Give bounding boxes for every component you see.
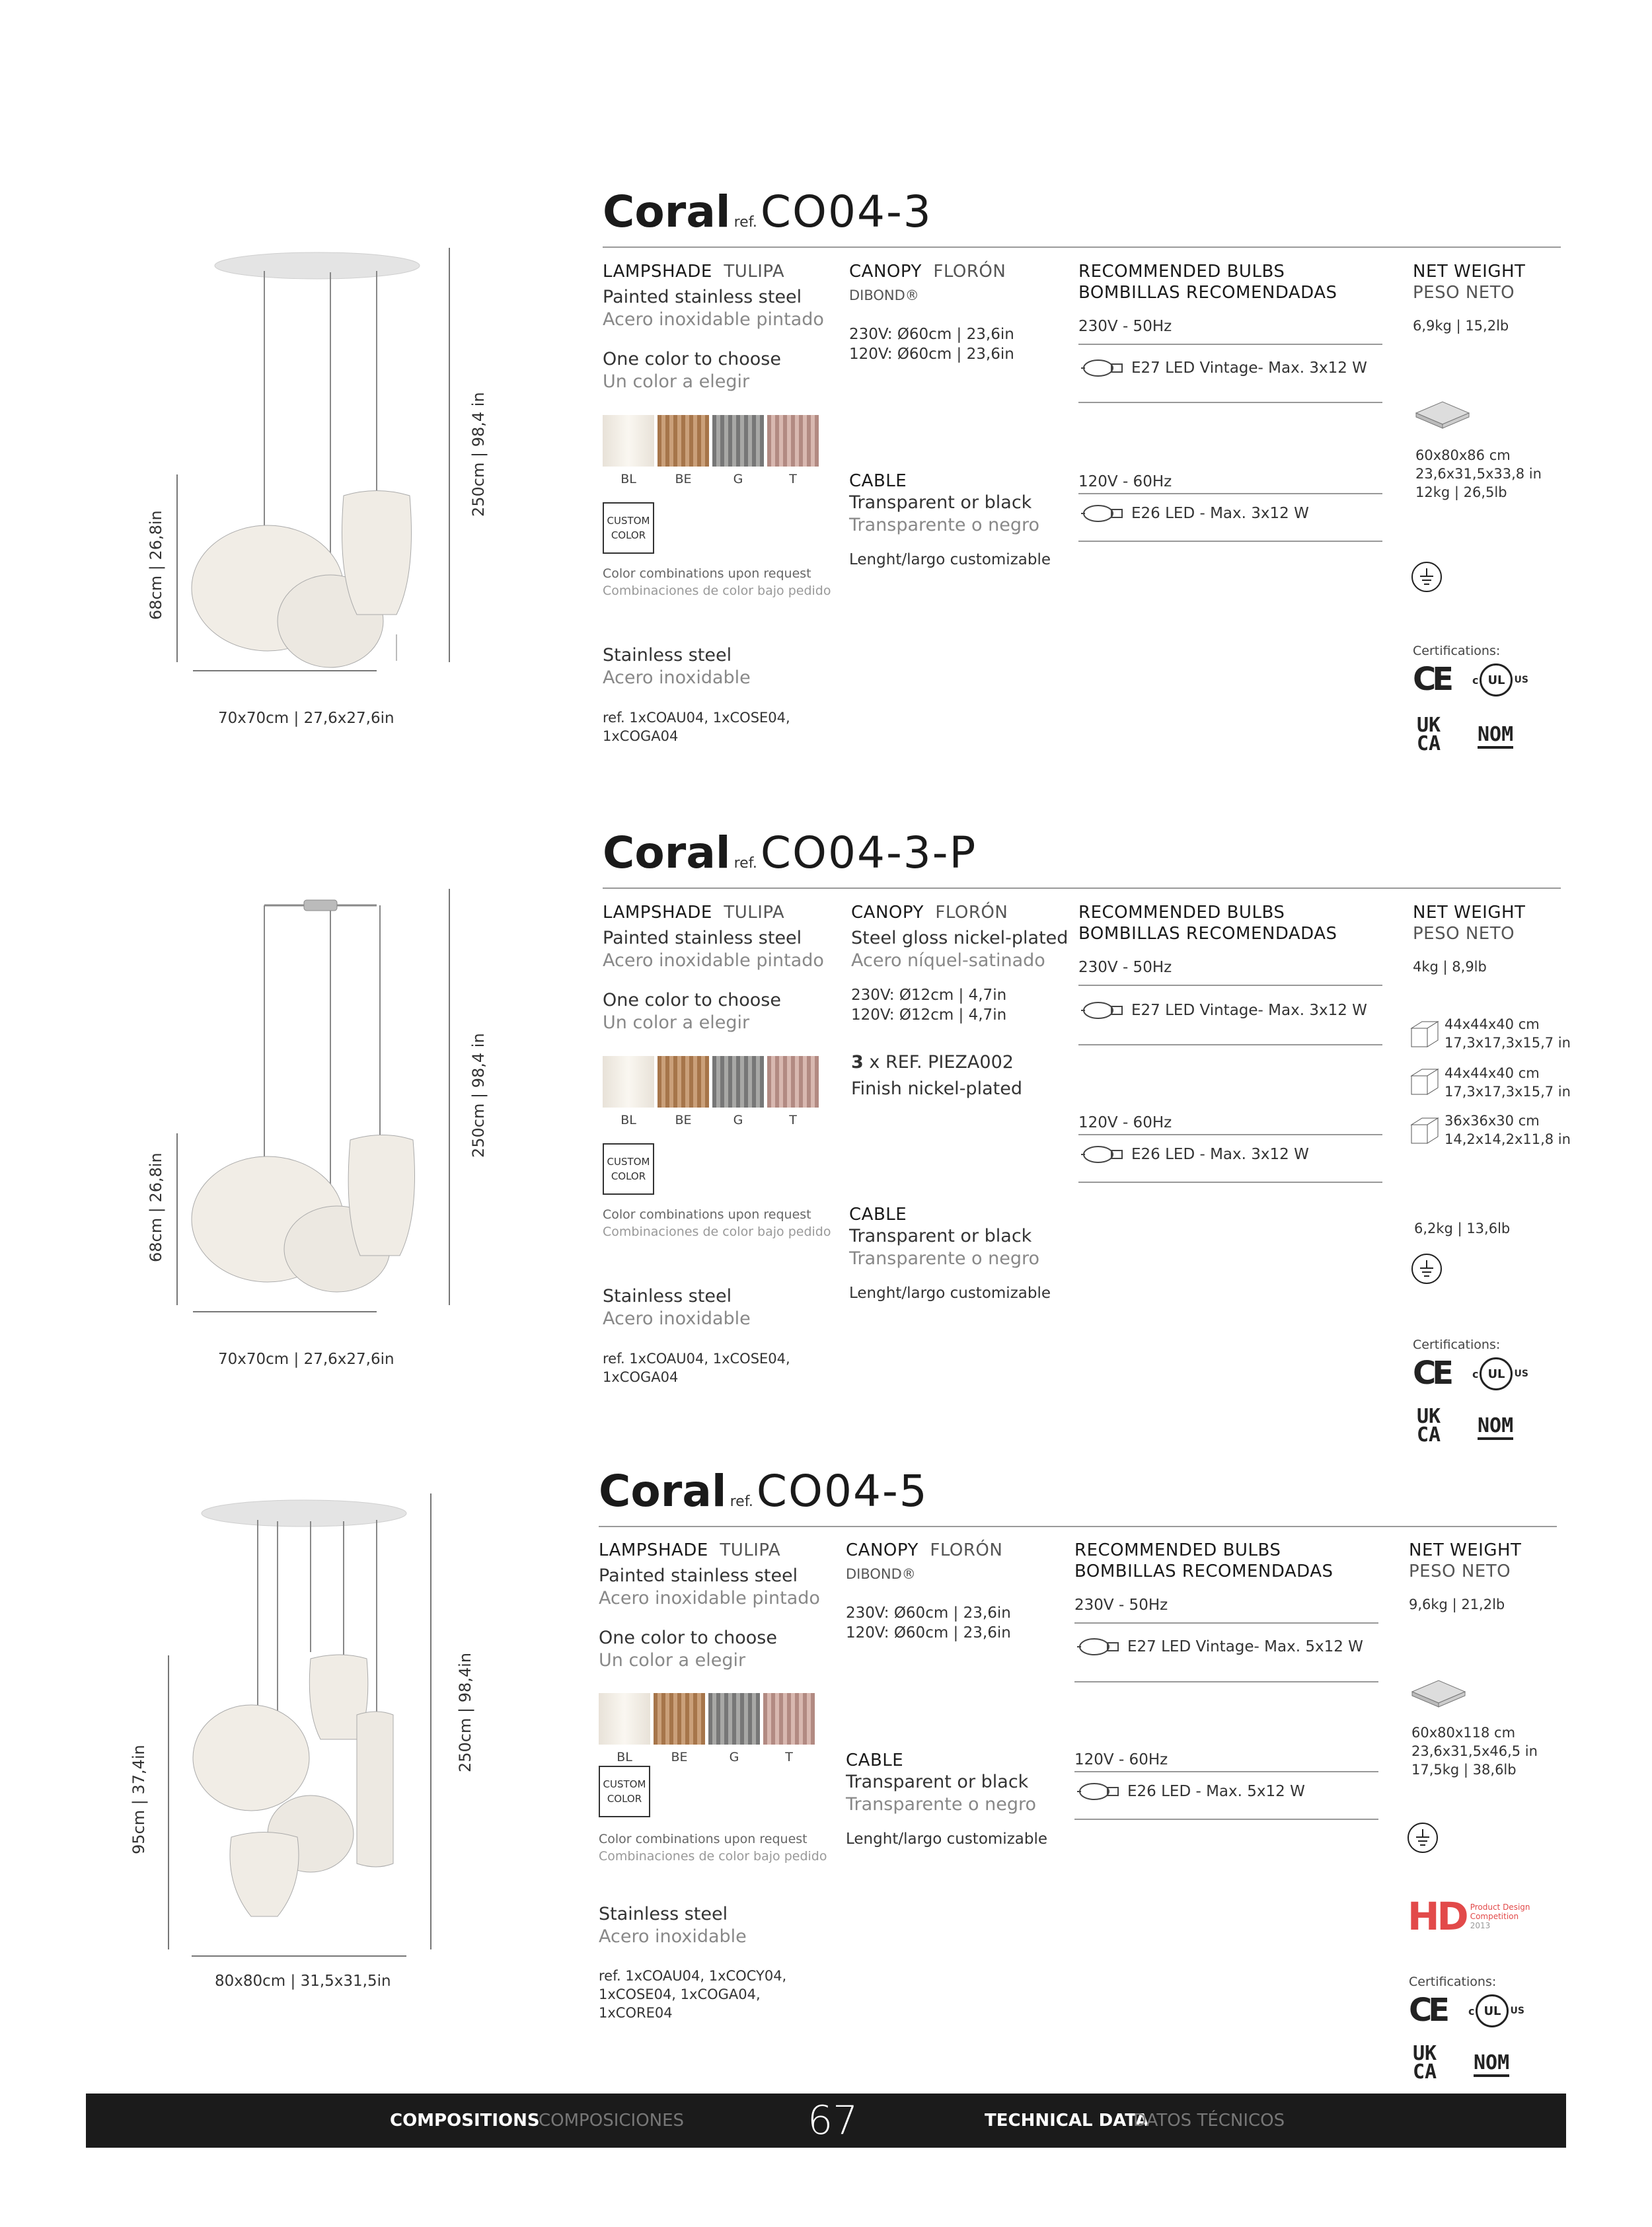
dim-width: 70x70cm | 27,6x27,6in xyxy=(218,1351,394,1368)
box-dims-1: 44x44x40 cm 17,3x17,3x15,7 in xyxy=(1445,1016,1571,1051)
swatch-label: BL xyxy=(617,1750,632,1764)
divider xyxy=(1074,1819,1378,1820)
lampshade-column: LAMPSHADE TULIPA Painted stainless steel Acero inoxidable pintado One color to choose Un color a elegir xyxy=(603,262,824,392)
footer-bar xyxy=(86,2094,1566,2148)
lamp-illustration xyxy=(112,1493,562,2009)
dim-width: 80x80cm | 31,5x31,5in xyxy=(215,1973,391,1990)
voltage-120: 120V - 60Hz xyxy=(1074,1751,1168,1768)
product-title: Coral ref. CO04-3-P xyxy=(603,827,977,878)
box-dims-3: 36x36x30 cm 14,2x14,2x11,8 in xyxy=(1445,1113,1571,1147)
canopy-column: CANOPY FLORÓN DIBOND® 230V: Ø60cm | 23,6in 120V: Ø60cm | 23,6in xyxy=(846,1540,1011,1642)
divider xyxy=(1078,1044,1382,1045)
voltage-120: 120V - 60Hz xyxy=(1078,1114,1172,1131)
ce-mark-icon: CE xyxy=(1413,661,1450,698)
swatch-label: T xyxy=(789,1113,797,1127)
swatch-be[interactable] xyxy=(657,415,709,467)
bulb-row-230: E27 LED Vintage- Max. 3x12 W xyxy=(1078,999,1367,1022)
swatch-g[interactable] xyxy=(712,415,764,467)
dim-total-height: 250cm | 98,4 in xyxy=(469,1033,488,1158)
divider xyxy=(1078,402,1382,403)
dim-total-height: 250cm | 98,4 in xyxy=(469,392,488,517)
swatch-g[interactable] xyxy=(708,1693,760,1745)
pallet-icon xyxy=(1409,1675,1468,1708)
swatch-label: BE xyxy=(671,1750,688,1764)
certifications-label: Certifications: xyxy=(1409,1975,1497,1989)
box-dims-2: 44x44x40 cm 17,3x17,3x15,7 in xyxy=(1445,1065,1571,1100)
bulb-row-120: E26 LED - Max. 3x12 W xyxy=(1078,1143,1309,1166)
ground-icon xyxy=(1411,1254,1442,1284)
ukca-mark-icon: UK CA xyxy=(1417,1405,1441,1447)
bulb-icon xyxy=(1074,1636,1121,1658)
footer-chapter-es: DATOS TÉCNICOS xyxy=(1133,2111,1285,2131)
box-icon xyxy=(1409,1018,1442,1051)
color-combinations-note: Color combinations upon request Combinaciones de color bajo pedido xyxy=(603,1207,831,1239)
dim-height: 68cm | 26,8in xyxy=(147,1152,165,1262)
weight-column: NET WEIGHT PESO NETO 6,9kg | 15,2lb xyxy=(1413,262,1526,334)
bulb-icon xyxy=(1078,357,1125,379)
cable-column: CABLE Transparent or black Transparente o negro Lenght/largo customizable xyxy=(846,1751,1047,1848)
component-refs: ref. 1xCOAU04, 1xCOSE04, 1xCOGA04 xyxy=(603,710,790,744)
swatch-g[interactable] xyxy=(712,1056,764,1108)
weight-column: NET WEIGHT PESO NETO 4kg | 8,9lb xyxy=(1413,903,1526,975)
lamp-illustration xyxy=(119,231,568,747)
swatch-label: T xyxy=(785,1750,793,1764)
ce-mark-icon: CE xyxy=(1409,1992,1446,2029)
certifications-label: Certifications: xyxy=(1413,644,1501,658)
swatch-bl[interactable] xyxy=(599,1693,650,1745)
swatch-t[interactable] xyxy=(767,415,819,467)
divider xyxy=(1074,1681,1378,1682)
swatch-be[interactable] xyxy=(654,1693,705,1745)
swatch-t[interactable] xyxy=(763,1693,815,1745)
swatch-label: G xyxy=(733,472,743,486)
voltage-120: 120V - 60Hz xyxy=(1078,473,1172,490)
swatch-label: BL xyxy=(620,472,636,486)
divider xyxy=(1078,1182,1382,1183)
divider xyxy=(1078,493,1382,494)
swatch-label: BL xyxy=(620,1113,636,1127)
footer-section-es: COMPOSICIONES xyxy=(539,2111,685,2131)
nom-mark-icon: NOM xyxy=(1478,1414,1513,1440)
stainless-note: Stainless steel Acero inoxidable xyxy=(603,645,751,688)
box-icon xyxy=(1409,1114,1442,1147)
swatch-label: G xyxy=(729,1750,739,1764)
ukca-mark-icon: UK CA xyxy=(1413,2042,1437,2084)
bulb-icon xyxy=(1078,502,1125,525)
swatch-bl[interactable] xyxy=(603,1056,654,1108)
bulb-row-120: E26 LED - Max. 3x12 W xyxy=(1078,502,1309,525)
footer-section-en: COMPOSITIONS xyxy=(390,2111,540,2131)
lampshade-column: LAMPSHADE TULIPA Painted stainless steel Acero inoxidable pintado One color to choose Un color a elegir xyxy=(603,903,824,1033)
ukca-mark-icon: UK CA xyxy=(1417,714,1441,755)
stainless-note: Stainless steel Acero inoxidable xyxy=(599,1904,747,1947)
component-refs: ref. 1xCOAU04, 1xCOCY04, 1xCOSE04, 1xCOGA04, 1xCORE04 xyxy=(599,1968,787,2021)
stainless-note: Stainless steel Acero inoxidable xyxy=(603,1286,751,1329)
dim-width: 70x70cm | 27,6x27,6in xyxy=(218,710,394,727)
color-combinations-note: Color combinations upon request Combinaciones de color bajo pedido xyxy=(599,1832,827,1864)
title-rule xyxy=(603,887,1561,889)
bulbs-column: RECOMMENDED BULBS BOMBILLAS RECOMENDADAS 230V - 50Hz xyxy=(1078,262,1337,335)
package-weight: 6,2kg | 13,6lb xyxy=(1414,1221,1511,1236)
divider xyxy=(1074,1622,1378,1624)
ce-mark-icon: CE xyxy=(1413,1355,1450,1392)
divider xyxy=(1078,541,1382,542)
package-dims: 60x80x118 cm 23,6x31,5x46,5 in 17,5kg | 38,6lb xyxy=(1411,1725,1538,1778)
package-dims: 60x80x86 cm 23,6x31,5x33,8 in 12kg | 26,5lb xyxy=(1415,447,1542,500)
page-number: 67 xyxy=(807,2097,858,2144)
bulb-icon xyxy=(1078,999,1125,1022)
custom-color-button[interactable]: CUSTOM COLOR xyxy=(603,502,654,554)
hd-award-logo: HD Product Design Competition 2013 xyxy=(1408,1894,1530,1939)
bulb-row-120: E26 LED - Max. 5x12 W xyxy=(1074,1780,1305,1803)
custom-color-button[interactable]: CUSTOM COLOR xyxy=(599,1766,650,1817)
bulbs-column: RECOMMENDED BULBS BOMBILLAS RECOMENDADAS 230V - 50Hz xyxy=(1074,1540,1333,1614)
bulb-row-230: E27 LED Vintage- Max. 3x12 W xyxy=(1078,357,1367,379)
divider xyxy=(1078,344,1382,345)
product-title: Coral ref. CO04-5 xyxy=(599,1466,928,1517)
box-icon xyxy=(1409,1065,1442,1098)
title-rule xyxy=(599,1526,1557,1527)
cable-column: CABLE Transparent or black Transparente o negro Lenght/largo customizable xyxy=(849,1205,1051,1302)
color-combinations-note: Color combinations upon request Combinaciones de color bajo pedido xyxy=(603,566,831,598)
swatch-bl[interactable] xyxy=(603,415,654,467)
cul-us-mark-icon: c UL US xyxy=(1472,1357,1528,1390)
cable-column: CABLE Transparent or black Transparente o negro Lenght/largo customizable xyxy=(849,471,1051,568)
hd-award-icon: HD xyxy=(1408,1894,1466,1939)
dim-height: 95cm | 37,4in xyxy=(130,1745,148,1854)
divider xyxy=(1078,1134,1382,1135)
product-title: Coral ref. CO04-3 xyxy=(603,186,932,237)
swatch-label: BE xyxy=(675,472,692,486)
swatch-t[interactable] xyxy=(767,1056,819,1108)
swatch-be[interactable] xyxy=(657,1056,709,1108)
divider xyxy=(1074,1771,1378,1772)
custom-color-button[interactable]: CUSTOM COLOR xyxy=(603,1143,654,1195)
swatch-label: G xyxy=(733,1113,743,1127)
cul-us-mark-icon: c UL US xyxy=(1468,1994,1524,2027)
canopy-column: CANOPY FLORÓN Steel gloss nickel-plated Acero níquel-satinado 230V: Ø12cm | 4,7in 120V: Ø12cm | 4,7in 3 x REF. PIEZA002 Finish nickel-plated xyxy=(851,903,1069,1099)
weight-column: NET WEIGHT PESO NETO 9,6kg | 21,2lb xyxy=(1409,1540,1522,1612)
nom-mark-icon: NOM xyxy=(1478,723,1513,749)
dim-total-height: 250cm | 98,4in xyxy=(456,1652,474,1772)
title-rule xyxy=(603,246,1561,248)
ground-icon xyxy=(1411,562,1442,592)
lampshade-column: LAMPSHADE TULIPA Painted stainless steel Acero inoxidable pintado One color to choose Un color a elegir xyxy=(599,1540,820,1671)
swatch-label: BE xyxy=(675,1113,692,1127)
footer-chapter-en: TECHNICAL DATA xyxy=(985,2111,1149,2131)
bulbs-column: RECOMMENDED BULBS BOMBILLAS RECOMENDADAS 230V - 50Hz xyxy=(1078,903,1337,976)
canopy-column: CANOPY FLORÓN DIBOND® 230V: Ø60cm | 23,6in 120V: Ø60cm | 23,6in xyxy=(849,262,1014,363)
bulb-row-230: E27 LED Vintage- Max. 5x12 W xyxy=(1074,1636,1363,1658)
bulb-icon xyxy=(1074,1780,1121,1803)
lamp-illustration xyxy=(119,872,568,1388)
ground-icon xyxy=(1408,1823,1438,1853)
component-refs: ref. 1xCOAU04, 1xCOSE04, 1xCOGA04 xyxy=(603,1351,790,1385)
divider xyxy=(1078,985,1382,986)
dim-height: 68cm | 26,8in xyxy=(147,510,165,620)
cul-us-mark-icon: c UL US xyxy=(1472,663,1528,697)
certifications-label: Certifications: xyxy=(1413,1338,1501,1352)
swatch-label: T xyxy=(789,472,797,486)
pallet-icon xyxy=(1413,396,1472,430)
bulb-icon xyxy=(1078,1143,1125,1166)
nom-mark-icon: NOM xyxy=(1474,2051,1509,2077)
